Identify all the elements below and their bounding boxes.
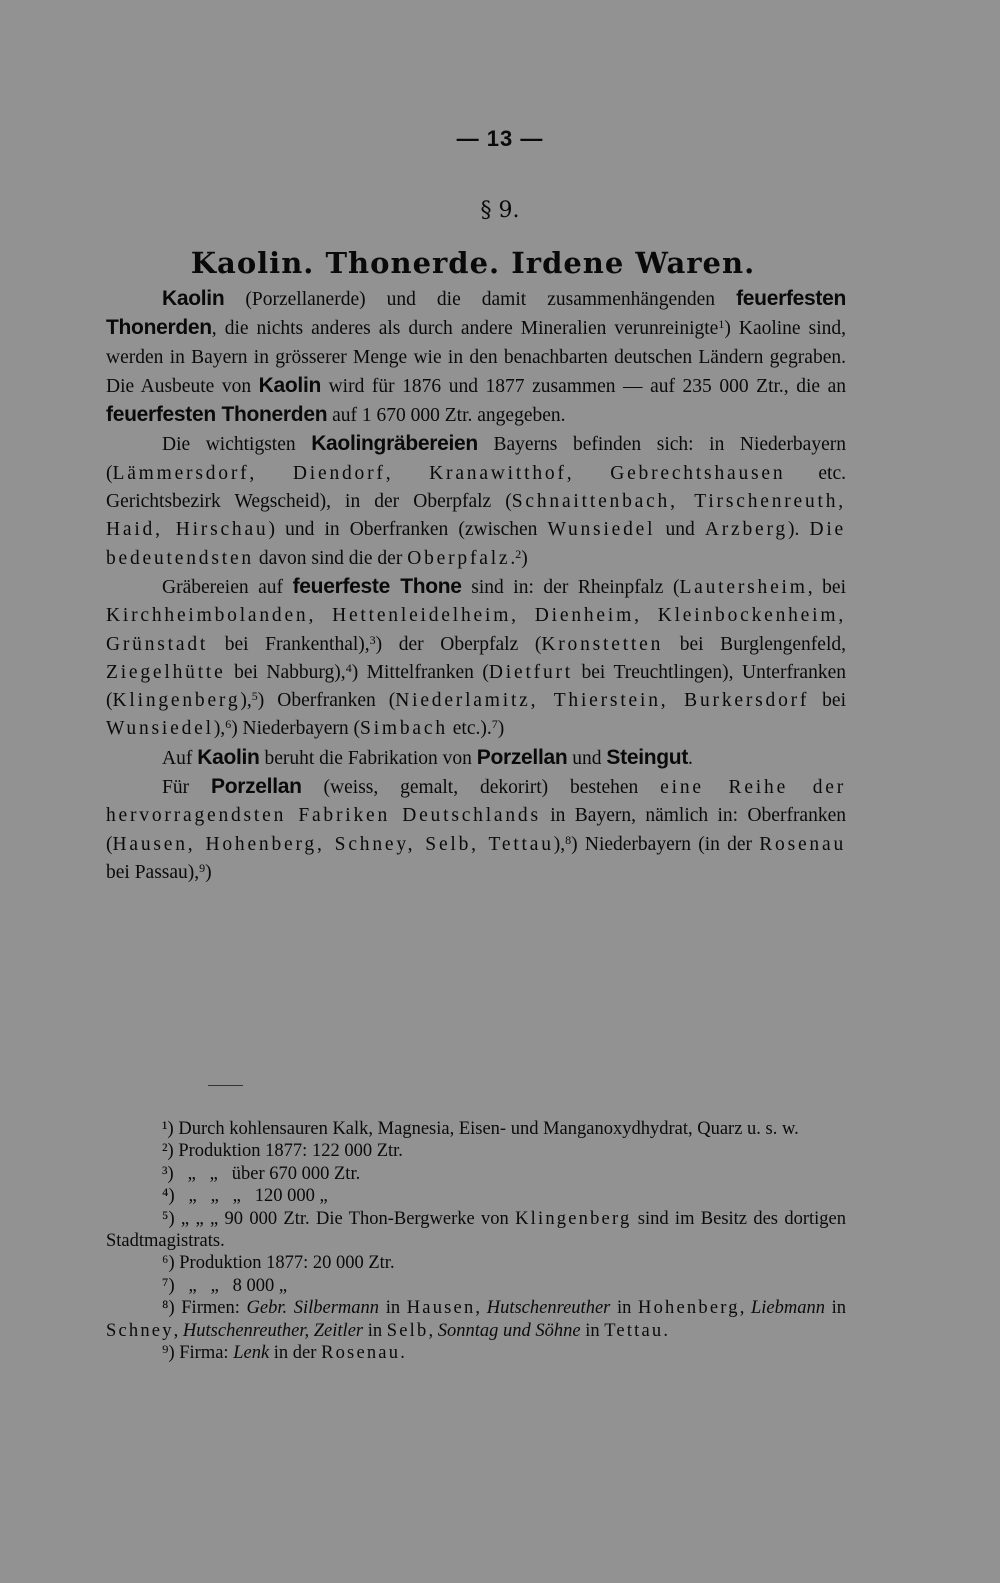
footnote-marker: ¹: [162, 1119, 168, 1139]
section-number: § 9.: [480, 198, 520, 223]
text: Auf: [162, 747, 198, 769]
firm-name: Hutschenreuther, Zeitler: [182, 1320, 364, 1341]
footnote-ref: 4: [345, 660, 352, 675]
firm-name: Gebr. Silbermann: [246, 1298, 380, 1319]
text: ) Oberfranken (: [257, 690, 396, 712]
text: ) „ „ „ 90 000 Ztr. Die Thon-Bergwerke von: [168, 1208, 516, 1229]
place-name: Lautersheim: [679, 576, 808, 598]
place-name: Hohenberg: [638, 1298, 740, 1319]
term: Kaolin: [197, 745, 260, 769]
term: Kaolin: [162, 287, 225, 310]
page-number: — 13 —: [456, 126, 544, 151]
text: in: [825, 1298, 847, 1319]
text: in: [363, 1320, 387, 1341]
place-name: Wunsiedel: [547, 519, 656, 541]
text: etc. Gerichtsbezirk Wegscheid), in der Oberpfalz (: [106, 462, 847, 513]
place-name: Klingenberg: [112, 690, 241, 712]
text: ,: [173, 1320, 183, 1341]
text: bei Burglengenfeld,: [663, 633, 847, 655]
text: in: [580, 1320, 605, 1341]
text: (weiss, gemalt, dekorirt) bestehen: [301, 777, 661, 799]
place-name: Arzberg: [704, 519, 788, 541]
footnote-marker: ³: [162, 1163, 168, 1184]
paragraph-kaolingraebereien: [106, 430, 846, 572]
text: bei Nabburg),: [225, 661, 346, 683]
place-name: Klingenberg: [515, 1208, 632, 1229]
text: ),: [240, 690, 252, 712]
footnote-4: [106, 1185, 846, 1207]
place-name: Kronstetten: [541, 633, 664, 655]
footnote-5: [106, 1208, 846, 1253]
text: sind im Besitz des dortigen Stadtmagistrats.: [106, 1208, 846, 1252]
footnote-ref: 5: [251, 689, 258, 704]
footnote-2: [106, 1140, 846, 1162]
footnote-1: [106, 1118, 846, 1140]
emphasis: eine Reihe der hervorragendsten Fabriken Deutschlands: [106, 777, 847, 827]
text: ) Produktion 1877: 20 000 Ztr.: [168, 1253, 395, 1274]
place-name: Tettau: [604, 1320, 664, 1341]
body-text: [106, 285, 846, 887]
place-names: Kirchheimbolanden, Hettenleidelheim, Dienheim, Kleinbockenheim, Grünstadt: [106, 605, 846, 655]
text: ) Firmen:: [168, 1298, 247, 1319]
text: davon sind die der: [253, 547, 408, 569]
text: Für: [162, 777, 211, 799]
place-names: Hausen, Hohenberg, Schney, Selb, Tettau: [112, 833, 554, 855]
paragraph-porzellan: [106, 773, 846, 887]
text: ) Niederbayern (: [231, 718, 361, 740]
place-name: Simbach: [360, 718, 448, 740]
text: in: [379, 1298, 407, 1319]
text: beruht die Fabrikation von: [259, 747, 477, 769]
paragraph-fabrikation: [106, 744, 846, 773]
term: feuerfeste Thone: [292, 574, 462, 598]
footnote-marker: ⁶: [162, 1253, 169, 1274]
text: Gräbereien auf: [162, 576, 293, 598]
footnote-marker: ⁸: [162, 1298, 169, 1319]
text: ),: [213, 718, 226, 740]
footnote-ref: 9: [199, 860, 206, 875]
text: ) Firma:: [168, 1343, 234, 1364]
text: und: [655, 519, 705, 541]
place-name: Rosenau: [321, 1343, 401, 1364]
text: ) Mittelfranken (: [351, 661, 489, 683]
place-names: Schnaittenbach, Tirschenreuth, Haid, Hirschau: [106, 491, 846, 541]
term: Porzellan: [210, 775, 302, 799]
place-name: Oberpfalz: [407, 547, 511, 569]
firm-name: Lenk: [233, 1343, 270, 1364]
place-name: Selb: [386, 1320, 429, 1341]
paragraph-kaolin: [106, 285, 846, 430]
footnote-marker: ²: [162, 1141, 168, 1162]
text: bei Treuchtlingen), Unterfranken (: [106, 661, 846, 712]
footnote-9: [106, 1342, 846, 1364]
chapter-title: Kaolin. Thonerde. Irdene Waren.: [190, 246, 756, 280]
footnote-marker: ⁴: [162, 1186, 169, 1207]
text: ) Produktion 1877: 122 000 Ztr.: [167, 1141, 403, 1162]
text: Bayerns befinden sich: in Niederbayern (: [106, 434, 846, 484]
footnote-8: [106, 1297, 846, 1342]
place-names: Niederlamitz, Thierstein, Burkersdorf: [395, 690, 810, 712]
text: ),: [553, 833, 566, 855]
text: in der: [269, 1343, 322, 1364]
text: bei: [809, 690, 846, 712]
text: ): [205, 861, 212, 883]
text: .: [510, 547, 516, 569]
footnote-6: [106, 1252, 846, 1274]
paragraph-feuerfeste-thone: [106, 573, 846, 744]
firm-name: Hutschenreuther: [486, 1298, 611, 1319]
text: ) der Oberpfalz (: [375, 633, 542, 655]
text: (Porzellanerde) und die damit zusammenhängenden: [224, 289, 737, 310]
footnote-ref: 6: [225, 717, 232, 732]
footnote-ref: 2: [515, 546, 522, 561]
term: feuerfesten Thonerden: [106, 403, 328, 427]
term: Porzellan: [476, 745, 568, 769]
text: bei Frankenthal),: [208, 633, 370, 655]
text: etc.).: [447, 718, 492, 740]
footnote-marker: ⁵: [162, 1208, 169, 1229]
firm-name: Liebmann: [751, 1298, 825, 1319]
text: ).: [787, 519, 810, 541]
footnotes: [106, 1118, 846, 1364]
text: ): [521, 547, 528, 569]
text: sind in: der Rheinpfalz (: [461, 576, 680, 598]
text: ) „ „ 8 000 „: [168, 1275, 288, 1296]
text: ) „ „ über 670 000 Ztr.: [167, 1163, 361, 1184]
text: ,: [739, 1298, 751, 1319]
text: ,: [475, 1298, 487, 1319]
text: .: [400, 1343, 405, 1364]
text: bei Passau),: [106, 861, 200, 883]
text: , die nichts anderes als durch andere Mineralien verunreinigte: [211, 318, 719, 340]
text: in: [610, 1298, 639, 1319]
text: ,: [428, 1320, 438, 1341]
text: ) Niederbayern (in der: [571, 833, 760, 855]
emphasis: Die bedeutendsten: [106, 519, 846, 569]
text: in Bayern, nämlich in: Oberfranken (: [106, 805, 846, 855]
place-name: Wunsiedel: [106, 718, 214, 740]
term: Kaolin: [258, 373, 322, 397]
text: auf 1 670 000 Ztr. angegeben.: [327, 405, 566, 427]
text: .: [663, 1320, 668, 1341]
term: feuerfesten Thonerden: [106, 287, 846, 340]
footnote-divider: [208, 1085, 243, 1086]
text: ) und in Oberfranken (zwischen: [268, 519, 548, 541]
footnote-ref: 8: [565, 832, 572, 847]
place-name: Dietfurt: [488, 661, 574, 683]
footnote-marker: ⁷: [162, 1275, 169, 1296]
text: wird für 1876 und 1877 zusammen — auf 235 000 Ztr., die an: [321, 375, 846, 397]
text: Die wichtigsten: [162, 434, 312, 456]
footnote-ref: 7: [491, 717, 498, 732]
place-name: Ziegelhütte: [106, 661, 226, 683]
term: Steingut: [606, 745, 689, 769]
term: Kaolingräbereien: [311, 432, 478, 456]
footnote-ref: 3: [369, 632, 376, 647]
text: und: [567, 747, 607, 769]
footnote-ref: 1: [718, 317, 725, 332]
footnote-3: [106, 1163, 846, 1185]
footnote-7: [106, 1275, 846, 1297]
text: ) Durch kohlensauren Kalk, Magnesia, Eisen- und Manganoxydhydrat, Quarz u. s. w.: [167, 1119, 799, 1139]
text: ) „ „ „ 120 000 „: [168, 1186, 328, 1207]
text: ) Kaoline sind, werden in Bayern in grösserer Menge wie in den benachbarten deutschen Ländern gegraben. Die Ausbeute von: [106, 318, 846, 397]
place-name: Hausen: [406, 1298, 476, 1319]
place-names: Lämmersdorf, Diendorf, Kranawitthof, Gebrechtshausen: [112, 462, 786, 484]
text: .: [688, 747, 693, 769]
place-name: Rosenau: [759, 833, 846, 855]
text: ): [497, 718, 505, 740]
place-name: Schney: [106, 1320, 174, 1341]
footnote-marker: ⁹: [162, 1343, 169, 1364]
text: , bei: [807, 576, 846, 598]
firm-name: Sonntag und Söhne: [437, 1320, 581, 1341]
